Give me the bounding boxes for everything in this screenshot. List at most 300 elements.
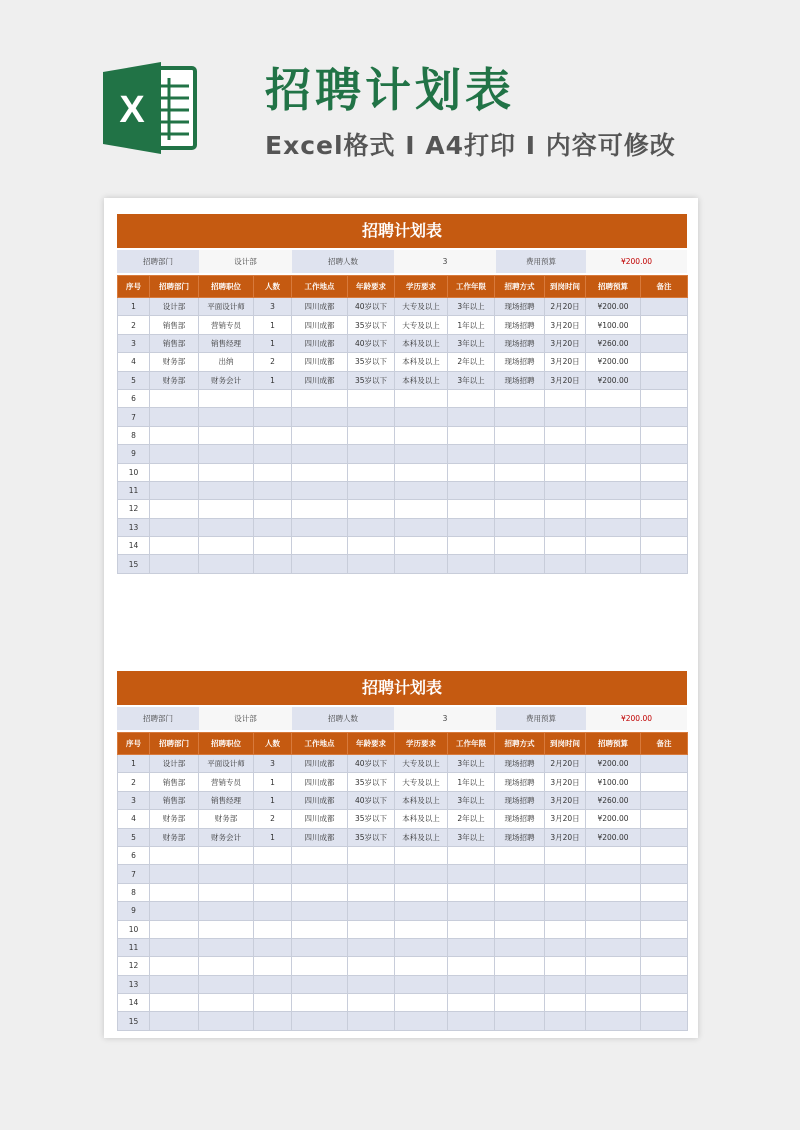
cell-experience[interactable] — [448, 865, 495, 883]
cell-age[interactable]: 35岁以下 — [348, 773, 395, 791]
cell-budget[interactable] — [586, 445, 641, 463]
cell-dept[interactable] — [150, 389, 199, 407]
cell-seq[interactable]: 9 — [118, 445, 150, 463]
cell-seq[interactable]: 5 — [118, 828, 150, 846]
info-budget-value[interactable]: ¥200.00 — [586, 707, 687, 730]
cell-method[interactable] — [495, 463, 545, 481]
cell-method[interactable] — [495, 408, 545, 426]
cell-position[interactable] — [199, 957, 254, 975]
cell-position[interactable] — [199, 902, 254, 920]
cell-experience[interactable]: 3年以上 — [448, 791, 495, 809]
cell-location[interactable] — [292, 975, 348, 993]
cell-budget[interactable] — [586, 938, 641, 956]
cell-location[interactable] — [292, 883, 348, 901]
cell-remark[interactable] — [641, 371, 688, 389]
cell-arrival[interactable] — [545, 1012, 586, 1030]
cell-education[interactable] — [395, 537, 448, 555]
cell-method[interactable] — [495, 426, 545, 444]
cell-dept[interactable]: 销售部 — [150, 334, 199, 352]
cell-count[interactable] — [254, 408, 292, 426]
cell-position[interactable]: 营销专员 — [199, 316, 254, 334]
cell-location[interactable]: 四川成都 — [292, 773, 348, 791]
cell-dept[interactable] — [150, 994, 199, 1012]
cell-budget[interactable]: ¥200.00 — [586, 828, 641, 846]
cell-position[interactable]: 销售经理 — [199, 334, 254, 352]
cell-experience[interactable] — [448, 555, 495, 573]
cell-arrival[interactable] — [545, 481, 586, 499]
cell-experience[interactable]: 2年以上 — [448, 353, 495, 371]
cell-arrival[interactable] — [545, 883, 586, 901]
cell-location[interactable]: 四川成都 — [292, 371, 348, 389]
cell-position[interactable] — [199, 389, 254, 407]
cell-remark[interactable] — [641, 883, 688, 901]
cell-count[interactable]: 1 — [254, 371, 292, 389]
cell-budget[interactable] — [586, 846, 641, 864]
cell-age[interactable] — [348, 865, 395, 883]
cell-position[interactable] — [199, 920, 254, 938]
cell-method[interactable] — [495, 902, 545, 920]
cell-position[interactable] — [199, 846, 254, 864]
cell-method[interactable] — [495, 938, 545, 956]
cell-seq[interactable]: 2 — [118, 316, 150, 334]
cell-arrival[interactable] — [545, 994, 586, 1012]
cell-age[interactable]: 40岁以下 — [348, 334, 395, 352]
cell-experience[interactable] — [448, 938, 495, 956]
cell-dept[interactable] — [150, 865, 199, 883]
cell-method[interactable]: 现场招聘 — [495, 316, 545, 334]
cell-position[interactable] — [199, 426, 254, 444]
cell-remark[interactable] — [641, 791, 688, 809]
cell-age[interactable] — [348, 938, 395, 956]
cell-location[interactable] — [292, 938, 348, 956]
cell-budget[interactable] — [586, 389, 641, 407]
cell-education[interactable]: 大专及以上 — [395, 773, 448, 791]
cell-age[interactable] — [348, 975, 395, 993]
cell-education[interactable]: 大专及以上 — [395, 755, 448, 773]
cell-remark[interactable] — [641, 389, 688, 407]
cell-seq[interactable]: 2 — [118, 773, 150, 791]
cell-method[interactable]: 现场招聘 — [495, 755, 545, 773]
cell-seq[interactable]: 10 — [118, 463, 150, 481]
cell-remark[interactable] — [641, 518, 688, 536]
cell-arrival[interactable] — [545, 957, 586, 975]
cell-remark[interactable] — [641, 463, 688, 481]
cell-dept[interactable] — [150, 481, 199, 499]
cell-experience[interactable] — [448, 537, 495, 555]
cell-location[interactable]: 四川成都 — [292, 334, 348, 352]
cell-arrival[interactable]: 3月20日 — [545, 371, 586, 389]
cell-education[interactable] — [395, 1012, 448, 1030]
cell-method[interactable]: 现场招聘 — [495, 828, 545, 846]
cell-budget[interactable]: ¥200.00 — [586, 298, 641, 316]
cell-experience[interactable]: 1年以上 — [448, 773, 495, 791]
info-dept-value[interactable]: 设计部 — [199, 250, 292, 273]
cell-position[interactable]: 出纳 — [199, 353, 254, 371]
cell-dept[interactable] — [150, 975, 199, 993]
cell-seq[interactable]: 4 — [118, 810, 150, 828]
cell-age[interactable] — [348, 994, 395, 1012]
cell-location[interactable]: 四川成都 — [292, 298, 348, 316]
cell-experience[interactable]: 3年以上 — [448, 371, 495, 389]
cell-experience[interactable] — [448, 994, 495, 1012]
cell-remark[interactable] — [641, 481, 688, 499]
cell-dept[interactable]: 销售部 — [150, 773, 199, 791]
cell-experience[interactable] — [448, 846, 495, 864]
info-count-value[interactable]: 3 — [394, 250, 496, 273]
cell-experience[interactable] — [448, 920, 495, 938]
cell-location[interactable]: 四川成都 — [292, 755, 348, 773]
cell-location[interactable]: 四川成都 — [292, 810, 348, 828]
cell-position[interactable] — [199, 481, 254, 499]
cell-dept[interactable]: 设计部 — [150, 298, 199, 316]
cell-count[interactable]: 1 — [254, 791, 292, 809]
cell-arrival[interactable] — [545, 865, 586, 883]
cell-education[interactable] — [395, 846, 448, 864]
cell-experience[interactable] — [448, 500, 495, 518]
cell-education[interactable]: 本科及以上 — [395, 353, 448, 371]
cell-education[interactable] — [395, 938, 448, 956]
cell-remark[interactable] — [641, 828, 688, 846]
cell-location[interactable]: 四川成都 — [292, 791, 348, 809]
cell-seq[interactable]: 1 — [118, 298, 150, 316]
cell-education[interactable] — [395, 920, 448, 938]
cell-seq[interactable]: 3 — [118, 791, 150, 809]
cell-seq[interactable]: 12 — [118, 957, 150, 975]
cell-experience[interactable]: 2年以上 — [448, 810, 495, 828]
cell-budget[interactable] — [586, 975, 641, 993]
cell-seq[interactable]: 14 — [118, 537, 150, 555]
cell-arrival[interactable] — [545, 426, 586, 444]
cell-remark[interactable] — [641, 316, 688, 334]
cell-method[interactable] — [495, 518, 545, 536]
cell-budget[interactable] — [586, 920, 641, 938]
cell-position[interactable]: 财务会计 — [199, 371, 254, 389]
cell-dept[interactable]: 财务部 — [150, 828, 199, 846]
cell-education[interactable] — [395, 408, 448, 426]
cell-position[interactable]: 财务部 — [199, 810, 254, 828]
cell-budget[interactable]: ¥260.00 — [586, 334, 641, 352]
cell-seq[interactable]: 8 — [118, 883, 150, 901]
cell-age[interactable]: 35岁以下 — [348, 353, 395, 371]
cell-count[interactable] — [254, 920, 292, 938]
cell-method[interactable] — [495, 500, 545, 518]
cell-method[interactable] — [495, 445, 545, 463]
cell-position[interactable] — [199, 938, 254, 956]
cell-seq[interactable]: 5 — [118, 371, 150, 389]
cell-method[interactable] — [495, 1012, 545, 1030]
cell-education[interactable] — [395, 518, 448, 536]
cell-budget[interactable] — [586, 957, 641, 975]
cell-remark[interactable] — [641, 537, 688, 555]
cell-remark[interactable] — [641, 500, 688, 518]
cell-education[interactable]: 本科及以上 — [395, 334, 448, 352]
cell-count[interactable] — [254, 555, 292, 573]
cell-age[interactable] — [348, 883, 395, 901]
cell-experience[interactable] — [448, 389, 495, 407]
cell-arrival[interactable] — [545, 846, 586, 864]
cell-arrival[interactable]: 3月20日 — [545, 353, 586, 371]
cell-age[interactable] — [348, 537, 395, 555]
cell-dept[interactable] — [150, 883, 199, 901]
cell-age[interactable]: 35岁以下 — [348, 810, 395, 828]
cell-count[interactable] — [254, 1012, 292, 1030]
cell-position[interactable] — [199, 865, 254, 883]
cell-dept[interactable]: 财务部 — [150, 353, 199, 371]
cell-age[interactable] — [348, 426, 395, 444]
cell-seq[interactable]: 9 — [118, 902, 150, 920]
cell-position[interactable] — [199, 537, 254, 555]
cell-count[interactable]: 1 — [254, 334, 292, 352]
cell-method[interactable] — [495, 481, 545, 499]
cell-seq[interactable]: 12 — [118, 500, 150, 518]
cell-experience[interactable]: 3年以上 — [448, 828, 495, 846]
cell-arrival[interactable]: 3月20日 — [545, 773, 586, 791]
cell-count[interactable] — [254, 957, 292, 975]
cell-dept[interactable] — [150, 938, 199, 956]
cell-experience[interactable] — [448, 463, 495, 481]
cell-remark[interactable] — [641, 810, 688, 828]
cell-method[interactable] — [495, 846, 545, 864]
cell-location[interactable] — [292, 537, 348, 555]
cell-budget[interactable] — [586, 426, 641, 444]
cell-arrival[interactable]: 3月20日 — [545, 810, 586, 828]
cell-education[interactable]: 本科及以上 — [395, 371, 448, 389]
cell-method[interactable]: 现场招聘 — [495, 773, 545, 791]
cell-position[interactable]: 平面设计师 — [199, 755, 254, 773]
cell-arrival[interactable] — [545, 902, 586, 920]
cell-age[interactable] — [348, 902, 395, 920]
cell-location[interactable]: 四川成都 — [292, 828, 348, 846]
cell-budget[interactable]: ¥100.00 — [586, 316, 641, 334]
cell-budget[interactable]: ¥200.00 — [586, 755, 641, 773]
cell-seq[interactable]: 13 — [118, 975, 150, 993]
cell-method[interactable] — [495, 555, 545, 573]
cell-education[interactable]: 本科及以上 — [395, 828, 448, 846]
cell-budget[interactable] — [586, 865, 641, 883]
cell-experience[interactable]: 1年以上 — [448, 316, 495, 334]
cell-education[interactable] — [395, 883, 448, 901]
cell-dept[interactable] — [150, 518, 199, 536]
cell-location[interactable]: 四川成都 — [292, 316, 348, 334]
cell-position[interactable] — [199, 883, 254, 901]
cell-experience[interactable]: 3年以上 — [448, 755, 495, 773]
cell-dept[interactable] — [150, 463, 199, 481]
cell-count[interactable] — [254, 938, 292, 956]
cell-arrival[interactable] — [545, 518, 586, 536]
cell-remark[interactable] — [641, 408, 688, 426]
cell-arrival[interactable]: 3月20日 — [545, 334, 586, 352]
cell-remark[interactable] — [641, 902, 688, 920]
cell-education[interactable]: 本科及以上 — [395, 791, 448, 809]
cell-method[interactable]: 现场招聘 — [495, 353, 545, 371]
cell-age[interactable]: 35岁以下 — [348, 316, 395, 334]
cell-age[interactable] — [348, 1012, 395, 1030]
cell-count[interactable]: 1 — [254, 828, 292, 846]
cell-count[interactable] — [254, 883, 292, 901]
cell-location[interactable] — [292, 846, 348, 864]
cell-age[interactable] — [348, 846, 395, 864]
cell-dept[interactable] — [150, 846, 199, 864]
cell-seq[interactable]: 11 — [118, 481, 150, 499]
cell-count[interactable] — [254, 445, 292, 463]
cell-seq[interactable]: 14 — [118, 994, 150, 1012]
cell-method[interactable]: 现场招聘 — [495, 334, 545, 352]
cell-remark[interactable] — [641, 1012, 688, 1030]
cell-remark[interactable] — [641, 938, 688, 956]
cell-education[interactable]: 大专及以上 — [395, 316, 448, 334]
cell-location[interactable] — [292, 902, 348, 920]
cell-age[interactable] — [348, 555, 395, 573]
cell-method[interactable] — [495, 957, 545, 975]
cell-arrival[interactable] — [545, 500, 586, 518]
cell-method[interactable] — [495, 883, 545, 901]
cell-remark[interactable] — [641, 920, 688, 938]
cell-location[interactable] — [292, 1012, 348, 1030]
cell-method[interactable] — [495, 389, 545, 407]
cell-budget[interactable]: ¥200.00 — [586, 371, 641, 389]
cell-position[interactable] — [199, 1012, 254, 1030]
cell-budget[interactable] — [586, 994, 641, 1012]
cell-dept[interactable] — [150, 445, 199, 463]
cell-method[interactable]: 现场招聘 — [495, 298, 545, 316]
cell-location[interactable]: 四川成都 — [292, 353, 348, 371]
cell-dept[interactable]: 销售部 — [150, 316, 199, 334]
cell-education[interactable] — [395, 389, 448, 407]
cell-experience[interactable] — [448, 408, 495, 426]
cell-seq[interactable]: 1 — [118, 755, 150, 773]
cell-dept[interactable] — [150, 426, 199, 444]
cell-arrival[interactable]: 3月20日 — [545, 791, 586, 809]
cell-location[interactable] — [292, 555, 348, 573]
cell-position[interactable] — [199, 445, 254, 463]
cell-education[interactable] — [395, 957, 448, 975]
cell-education[interactable] — [395, 902, 448, 920]
cell-seq[interactable]: 15 — [118, 1012, 150, 1030]
cell-dept[interactable]: 销售部 — [150, 791, 199, 809]
cell-budget[interactable] — [586, 518, 641, 536]
cell-education[interactable] — [395, 865, 448, 883]
cell-seq[interactable]: 6 — [118, 389, 150, 407]
cell-budget[interactable] — [586, 902, 641, 920]
cell-remark[interactable] — [641, 865, 688, 883]
cell-location[interactable] — [292, 865, 348, 883]
cell-position[interactable]: 平面设计师 — [199, 298, 254, 316]
cell-location[interactable] — [292, 426, 348, 444]
info-dept-value[interactable]: 设计部 — [199, 707, 292, 730]
cell-education[interactable] — [395, 481, 448, 499]
cell-method[interactable] — [495, 920, 545, 938]
cell-arrival[interactable] — [545, 445, 586, 463]
cell-count[interactable]: 1 — [254, 773, 292, 791]
cell-seq[interactable]: 8 — [118, 426, 150, 444]
cell-age[interactable] — [348, 445, 395, 463]
cell-education[interactable] — [395, 555, 448, 573]
cell-remark[interactable] — [641, 846, 688, 864]
cell-location[interactable] — [292, 518, 348, 536]
cell-education[interactable] — [395, 500, 448, 518]
cell-count[interactable]: 3 — [254, 755, 292, 773]
cell-arrival[interactable] — [545, 408, 586, 426]
cell-experience[interactable] — [448, 426, 495, 444]
cell-age[interactable] — [348, 957, 395, 975]
cell-arrival[interactable] — [545, 389, 586, 407]
cell-remark[interactable] — [641, 975, 688, 993]
cell-remark[interactable] — [641, 353, 688, 371]
cell-location[interactable] — [292, 445, 348, 463]
cell-count[interactable] — [254, 537, 292, 555]
cell-dept[interactable]: 财务部 — [150, 810, 199, 828]
info-count-value[interactable]: 3 — [394, 707, 496, 730]
cell-seq[interactable]: 10 — [118, 920, 150, 938]
cell-count[interactable]: 3 — [254, 298, 292, 316]
cell-count[interactable] — [254, 902, 292, 920]
cell-budget[interactable] — [586, 555, 641, 573]
cell-experience[interactable] — [448, 445, 495, 463]
cell-location[interactable] — [292, 920, 348, 938]
cell-remark[interactable] — [641, 755, 688, 773]
cell-position[interactable] — [199, 408, 254, 426]
cell-experience[interactable] — [448, 975, 495, 993]
cell-education[interactable] — [395, 975, 448, 993]
info-budget-value[interactable]: ¥200.00 — [586, 250, 687, 273]
cell-dept[interactable] — [150, 555, 199, 573]
cell-method[interactable]: 现场招聘 — [495, 371, 545, 389]
cell-count[interactable] — [254, 426, 292, 444]
cell-position[interactable] — [199, 500, 254, 518]
cell-remark[interactable] — [641, 298, 688, 316]
cell-arrival[interactable] — [545, 920, 586, 938]
cell-location[interactable] — [292, 481, 348, 499]
cell-budget[interactable] — [586, 537, 641, 555]
cell-experience[interactable]: 3年以上 — [448, 334, 495, 352]
cell-arrival[interactable] — [545, 463, 586, 481]
cell-count[interactable] — [254, 500, 292, 518]
cell-experience[interactable] — [448, 481, 495, 499]
cell-age[interactable] — [348, 481, 395, 499]
cell-location[interactable] — [292, 957, 348, 975]
cell-budget[interactable] — [586, 1012, 641, 1030]
cell-location[interactable] — [292, 389, 348, 407]
cell-method[interactable]: 现场招聘 — [495, 810, 545, 828]
cell-arrival[interactable]: 2月20日 — [545, 755, 586, 773]
cell-age[interactable]: 35岁以下 — [348, 828, 395, 846]
cell-remark[interactable] — [641, 994, 688, 1012]
cell-count[interactable] — [254, 389, 292, 407]
cell-count[interactable]: 2 — [254, 810, 292, 828]
cell-arrival[interactable]: 3月20日 — [545, 316, 586, 334]
cell-seq[interactable]: 7 — [118, 408, 150, 426]
cell-budget[interactable]: ¥200.00 — [586, 353, 641, 371]
cell-dept[interactable] — [150, 902, 199, 920]
cell-seq[interactable]: 11 — [118, 938, 150, 956]
cell-arrival[interactable]: 2月20日 — [545, 298, 586, 316]
cell-count[interactable] — [254, 994, 292, 1012]
cell-method[interactable] — [495, 975, 545, 993]
cell-experience[interactable] — [448, 1012, 495, 1030]
cell-experience[interactable] — [448, 902, 495, 920]
cell-dept[interactable] — [150, 1012, 199, 1030]
cell-position[interactable] — [199, 518, 254, 536]
cell-experience[interactable]: 3年以上 — [448, 298, 495, 316]
cell-experience[interactable] — [448, 518, 495, 536]
cell-count[interactable] — [254, 518, 292, 536]
cell-age[interactable] — [348, 518, 395, 536]
cell-arrival[interactable] — [545, 938, 586, 956]
cell-remark[interactable] — [641, 445, 688, 463]
cell-count[interactable] — [254, 865, 292, 883]
cell-method[interactable]: 现场招聘 — [495, 791, 545, 809]
cell-education[interactable] — [395, 426, 448, 444]
